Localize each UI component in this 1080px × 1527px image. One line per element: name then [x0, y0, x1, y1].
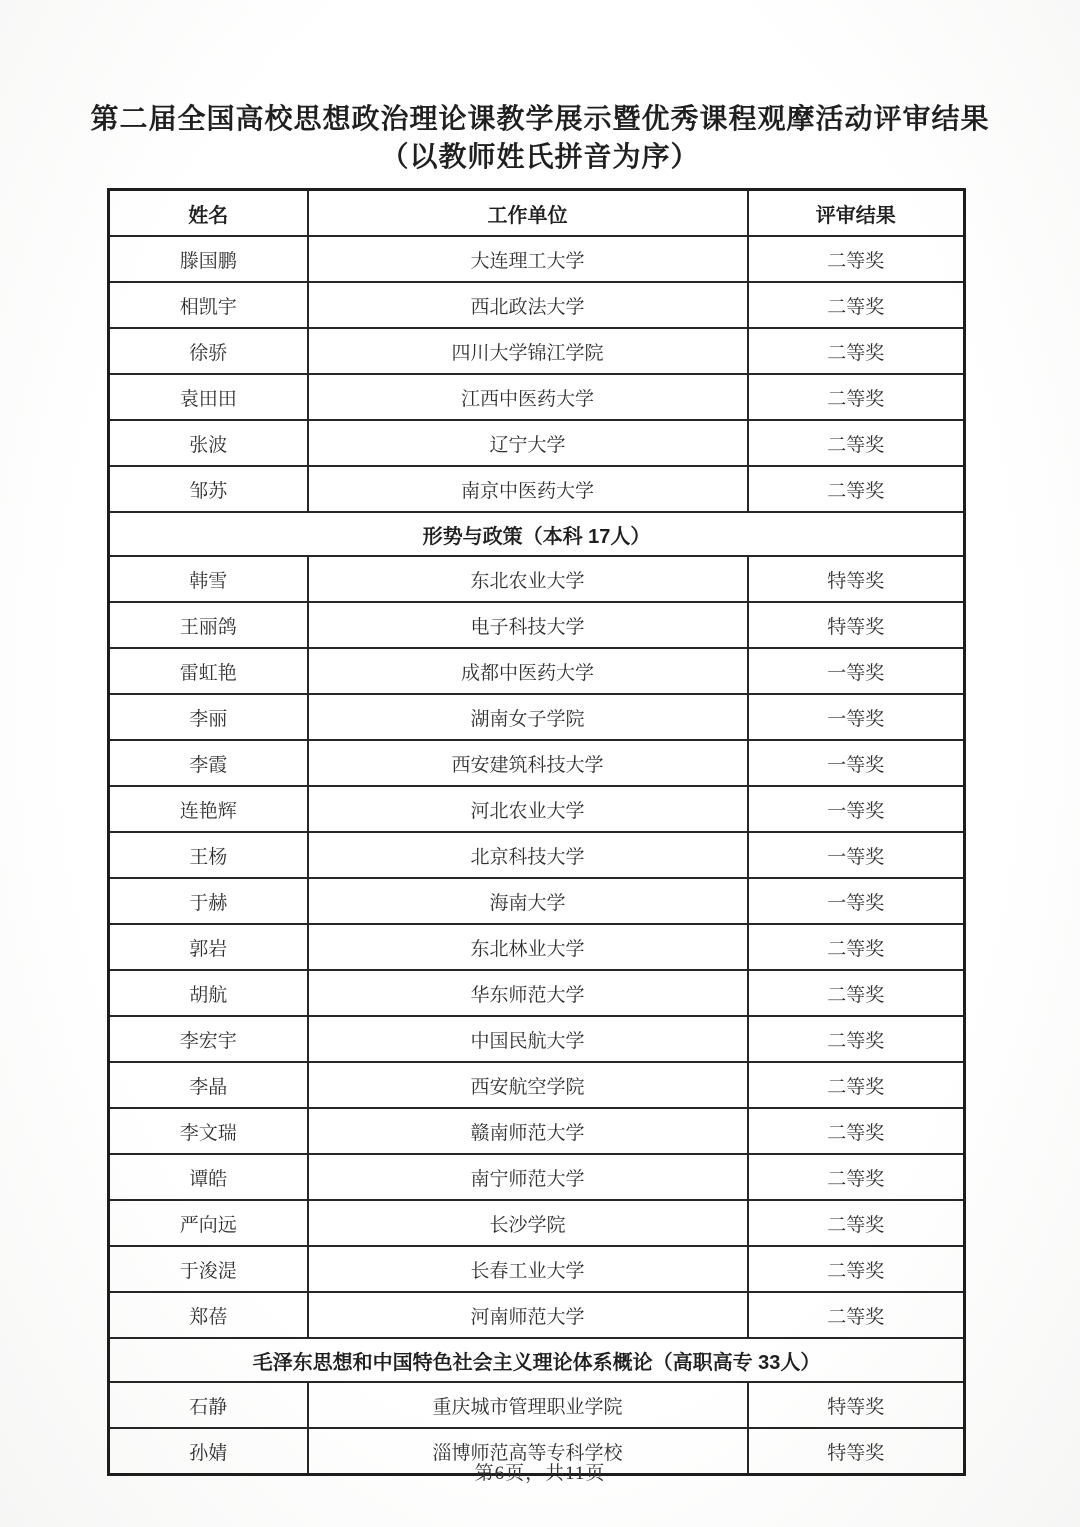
name-cell: 相凯宇 — [109, 282, 308, 328]
table-row — [109, 648, 965, 694]
result-cell: 二等奖 — [748, 1292, 965, 1338]
name-cell: 郭岩 — [109, 924, 308, 970]
unit-cell: 湖南女子学院 — [308, 694, 748, 740]
column-header-result: 评审结果 — [748, 190, 965, 237]
page-number: 第6页，共11页 — [474, 1463, 606, 1484]
name-cell: 徐骄 — [109, 328, 308, 374]
table-row — [109, 924, 965, 970]
table-row — [109, 1154, 965, 1200]
unit-cell: 西安建筑科技大学 — [308, 740, 748, 786]
section-label: 形势与政策（本科 17人） — [109, 512, 965, 556]
name-cell: 于赫 — [109, 878, 308, 924]
unit-cell: 南宁师范大学 — [308, 1154, 748, 1200]
name-cell: 邹苏 — [109, 466, 308, 512]
result-cell: 一等奖 — [748, 648, 965, 694]
table-row — [109, 694, 965, 740]
table-row — [109, 786, 965, 832]
name-cell: 李丽 — [109, 694, 308, 740]
result-cell: 二等奖 — [748, 328, 965, 374]
table-row — [109, 328, 965, 374]
name-cell: 李宏宇 — [109, 1016, 308, 1062]
unit-cell: 大连理工大学 — [308, 236, 748, 282]
page-title — [0, 0, 1080, 176]
result-cell: 一等奖 — [748, 878, 965, 924]
unit-cell: 江西中医药大学 — [308, 374, 748, 420]
unit-cell: 四川大学锦江学院 — [308, 328, 748, 374]
name-cell: 李文瑞 — [109, 1108, 308, 1154]
section-row — [109, 1338, 965, 1382]
table-row — [109, 832, 965, 878]
unit-cell: 中国民航大学 — [308, 1016, 748, 1062]
name-cell: 石静 — [109, 1382, 308, 1428]
table-row — [109, 282, 965, 328]
table-row — [109, 374, 965, 420]
name-cell: 李晶 — [109, 1062, 308, 1108]
result-cell: 二等奖 — [748, 236, 965, 282]
result-cell: 二等奖 — [748, 970, 965, 1016]
name-cell: 王丽鸽 — [109, 602, 308, 648]
result-cell: 二等奖 — [748, 1154, 965, 1200]
unit-cell: 河南师范大学 — [308, 1292, 748, 1338]
unit-cell: 海南大学 — [308, 878, 748, 924]
result-cell: 特等奖 — [748, 602, 965, 648]
name-cell: 于浚湜 — [109, 1246, 308, 1292]
name-cell: 雷虹艳 — [109, 648, 308, 694]
name-cell: 王杨 — [109, 832, 308, 878]
result-cell: 一等奖 — [748, 694, 965, 740]
title-line-2: （以教师姓氏拼音为序） — [380, 141, 700, 172]
name-cell: 严向远 — [109, 1200, 308, 1246]
unit-cell: 河北农业大学 — [308, 786, 748, 832]
result-cell: 二等奖 — [748, 466, 965, 512]
result-cell: 特等奖 — [748, 1428, 965, 1475]
table-row — [109, 1200, 965, 1246]
name-cell: 滕国鹏 — [109, 236, 308, 282]
unit-cell: 华东师范大学 — [308, 970, 748, 1016]
result-cell: 二等奖 — [748, 282, 965, 328]
table-row — [109, 740, 965, 786]
unit-cell: 电子科技大学 — [308, 602, 748, 648]
unit-cell: 北京科技大学 — [308, 832, 748, 878]
unit-cell: 辽宁大学 — [308, 420, 748, 466]
result-cell: 一等奖 — [748, 786, 965, 832]
result-cell: 二等奖 — [748, 1246, 965, 1292]
result-cell: 特等奖 — [748, 556, 965, 602]
result-cell: 二等奖 — [748, 924, 965, 970]
result-cell: 二等奖 — [748, 1108, 965, 1154]
name-cell: 韩雪 — [109, 556, 308, 602]
unit-cell: 赣南师范大学 — [308, 1108, 748, 1154]
result-cell: 二等奖 — [748, 420, 965, 466]
unit-cell: 长沙学院 — [308, 1200, 748, 1246]
unit-cell: 重庆城市管理职业学院 — [308, 1382, 748, 1428]
name-cell: 谭皓 — [109, 1154, 308, 1200]
table-row — [109, 1016, 965, 1062]
name-cell: 张波 — [109, 420, 308, 466]
result-cell: 特等奖 — [748, 1382, 965, 1428]
table-row — [109, 602, 965, 648]
results-table — [107, 188, 966, 1476]
section-label: 毛泽东思想和中国特色社会主义理论体系概论（高职高专 33人） — [109, 1338, 965, 1382]
unit-cell: 长春工业大学 — [308, 1246, 748, 1292]
column-header-name: 姓名 — [109, 190, 308, 237]
name-cell: 连艳辉 — [109, 786, 308, 832]
unit-cell: 成都中医药大学 — [308, 648, 748, 694]
result-cell: 二等奖 — [748, 1062, 965, 1108]
table-row — [109, 1246, 965, 1292]
table-row — [109, 466, 965, 512]
table-row — [109, 420, 965, 466]
result-cell: 二等奖 — [748, 374, 965, 420]
table-row — [109, 1382, 965, 1428]
column-header-unit: 工作单位 — [308, 190, 748, 237]
unit-cell: 南京中医药大学 — [308, 466, 748, 512]
unit-cell: 西北政法大学 — [308, 282, 748, 328]
name-cell: 袁田田 — [109, 374, 308, 420]
unit-cell: 淄博师范高等专科学校 — [308, 1428, 748, 1475]
unit-cell: 东北林业大学 — [308, 924, 748, 970]
table-header — [109, 190, 965, 237]
table-row — [109, 878, 965, 924]
name-cell: 胡航 — [109, 970, 308, 1016]
table-row — [109, 1292, 965, 1338]
unit-cell: 西安航空学院 — [308, 1062, 748, 1108]
result-cell: 一等奖 — [748, 740, 965, 786]
table-row — [109, 1062, 965, 1108]
name-cell: 郑蓓 — [109, 1292, 308, 1338]
result-cell: 一等奖 — [748, 832, 965, 878]
name-cell: 李霞 — [109, 740, 308, 786]
table-row — [109, 556, 965, 602]
header-row — [109, 190, 965, 237]
name-cell: 孙婧 — [109, 1428, 308, 1475]
table-body — [109, 236, 965, 1475]
result-cell: 二等奖 — [748, 1016, 965, 1062]
title-line-1: 第二届全国高校思想政治理论课教学展示暨优秀课程观摩活动评审结果 — [90, 103, 990, 134]
table-row — [109, 236, 965, 282]
section-row — [109, 512, 965, 556]
table-row — [109, 1108, 965, 1154]
table-row — [109, 970, 965, 1016]
result-cell: 二等奖 — [748, 1200, 965, 1246]
unit-cell: 东北农业大学 — [308, 556, 748, 602]
